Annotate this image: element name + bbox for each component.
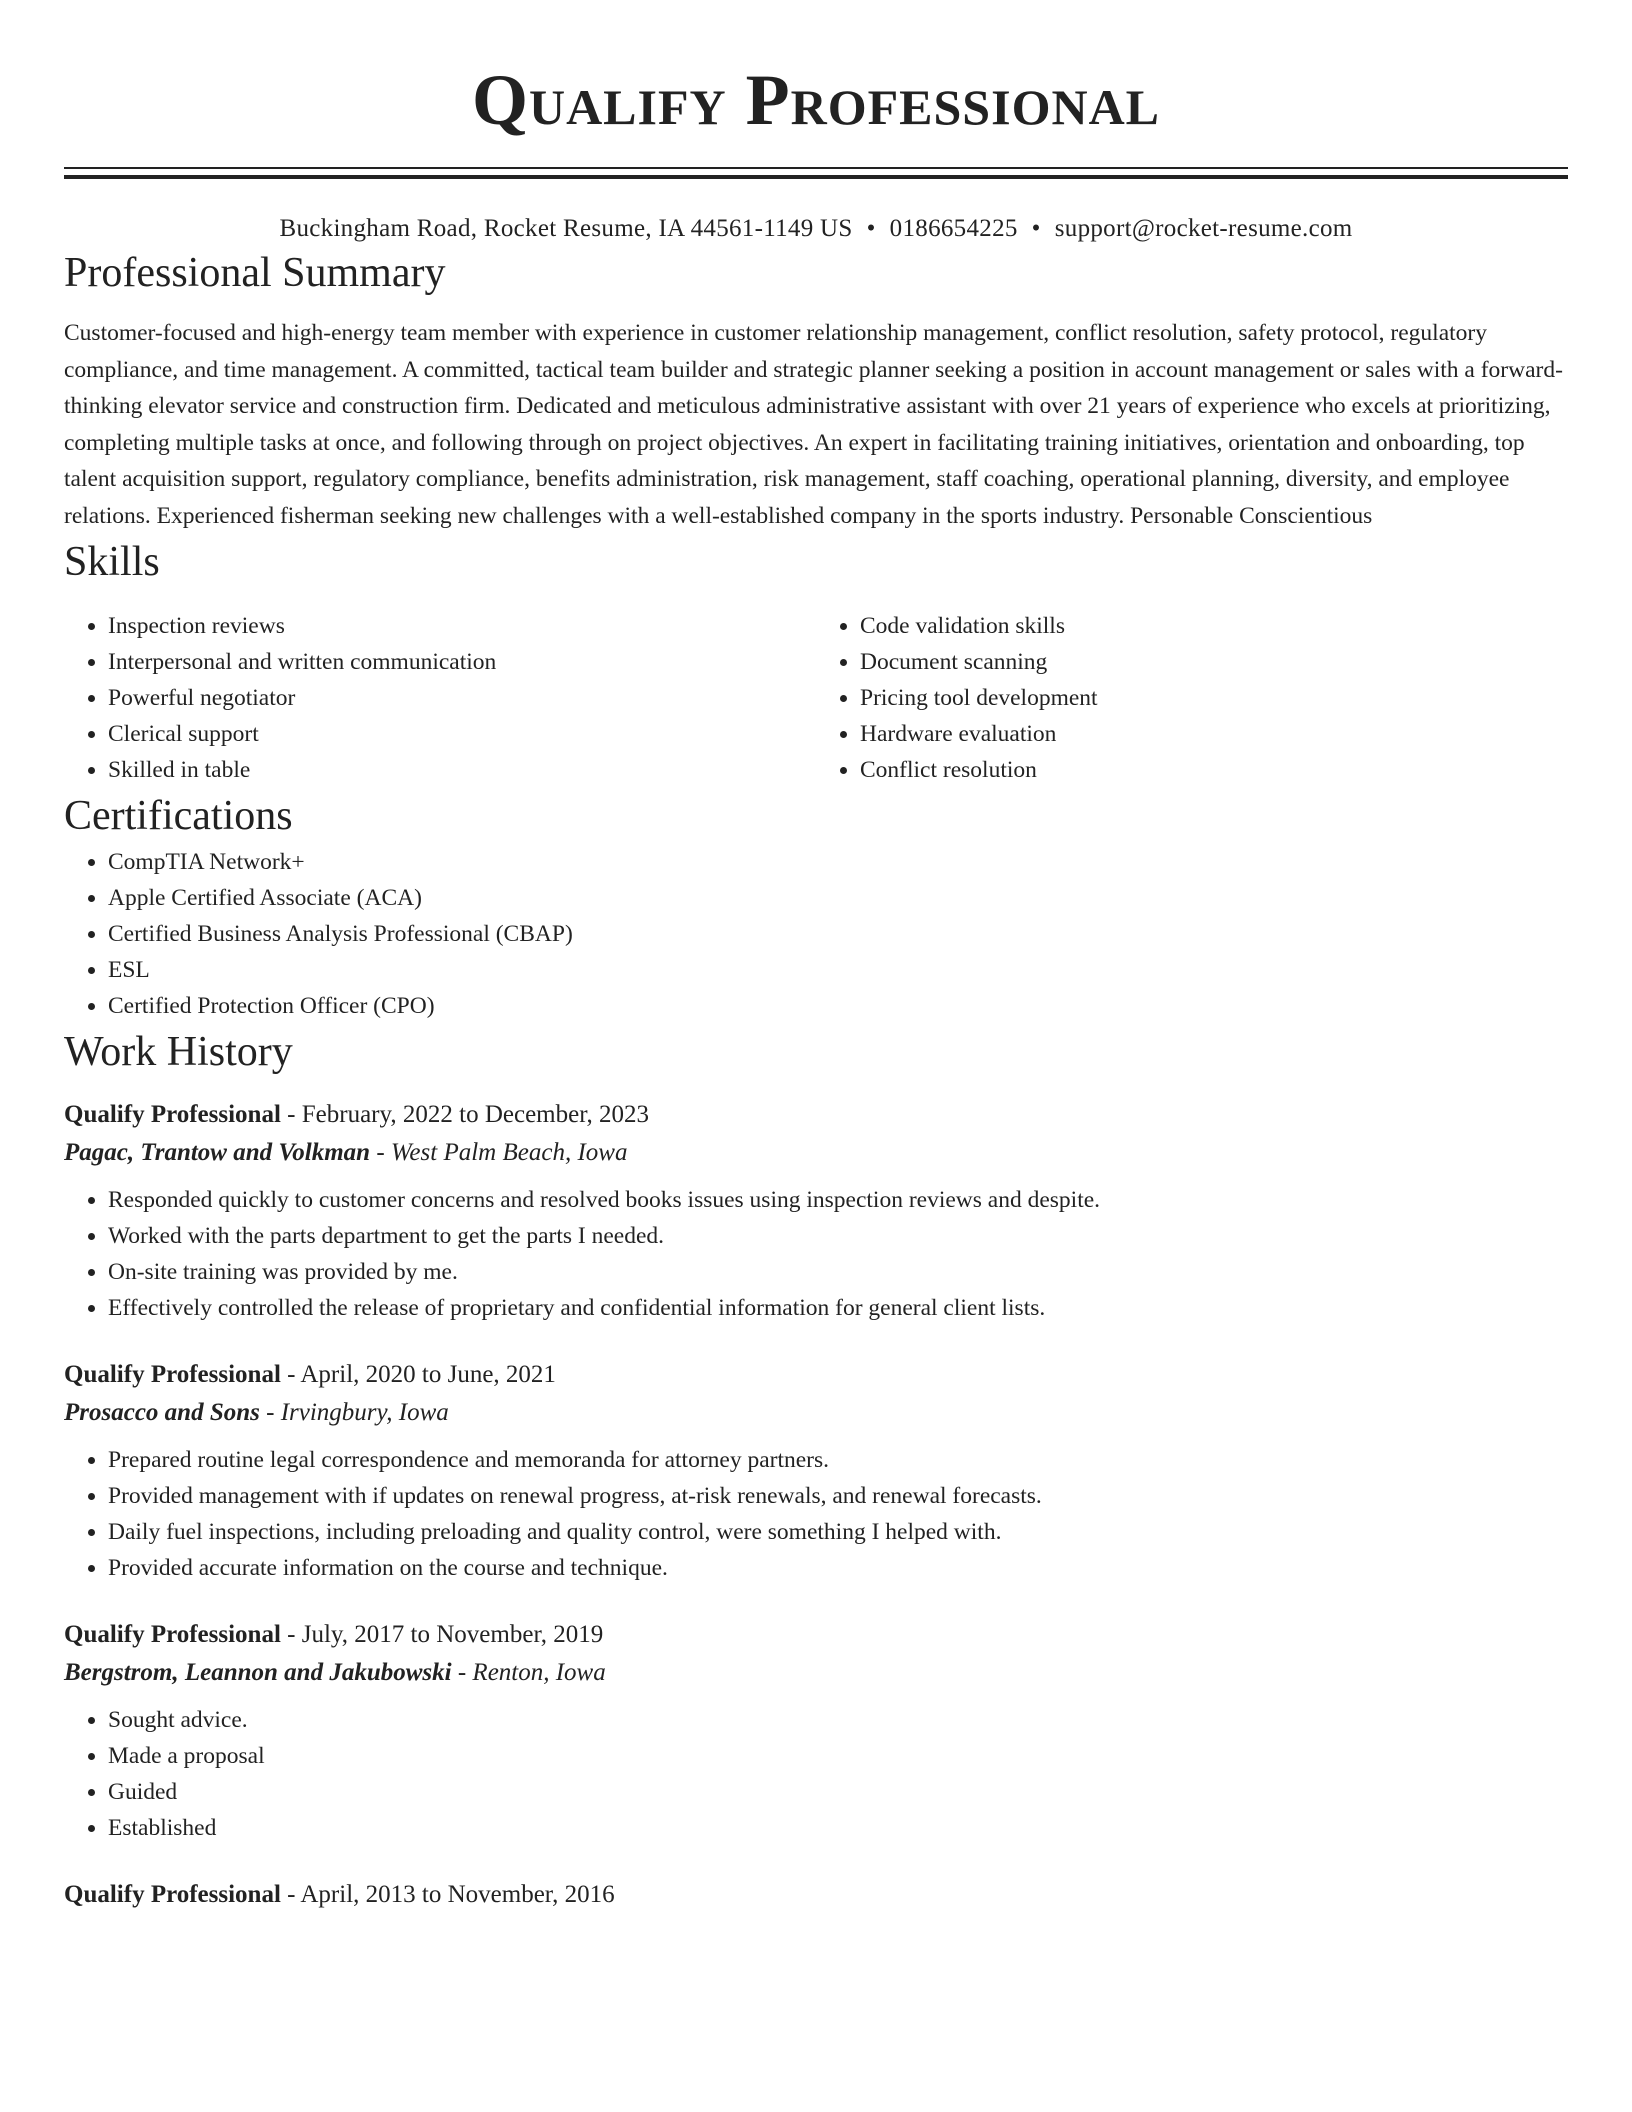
job-bullet: • Responded quickly to customer concerns and resolved books issues using inspection reviews and despite.: [108, 1182, 1568, 1218]
job-bullet: • Worked with the parts department to get the parts I needed.: [108, 1218, 1568, 1254]
job-dates: February, 2022 to December, 2023: [301, 1101, 650, 1128]
job-title: Qualify Professional: [64, 1361, 281, 1388]
dash: -: [370, 1139, 391, 1166]
skill-item: • Document scanning: [860, 644, 1568, 680]
skill-item: • Skilled in table: [108, 752, 816, 788]
job-company-line: [64, 1394, 1568, 1432]
job-dates: July, 2017 to November, 2019: [301, 1621, 604, 1648]
header-rule-thin: [64, 167, 1568, 169]
job-dates: April, 2013 to November, 2016: [300, 1881, 615, 1908]
job-title-line: [64, 1096, 1568, 1134]
job-bullets: [64, 1702, 1568, 1846]
dash: -: [280, 1361, 301, 1388]
summary-text: Customer-focused and high-energy team member with experience in customer relationship management, conflict resolution, safety protocol, regulatory compliance, and time management. A committed, tactical team builder and strategic planner seeking a position in account management or sales with a forward-thinking elevator service and construction firm. Dedicated and meticulous administrative assistant with over 21 years of experience who excels at prioritizing, completing multiple tasks at once, and following through on project objectives. An expert in facilitating training initiatives, orientation and onboarding, top talent acquisition support, regulatory compliance, benefits administration, risk management, staff coaching, operational planning, diversity, and employee relations. Experienced fisherman seeking new challenges with a well-established company in the sports industry. Personable Conscientious: [64, 320, 1563, 529]
job-dates: April, 2020 to June, 2021: [300, 1361, 556, 1388]
job-entry: [64, 1356, 1568, 1586]
job-bullet: • Provided management with if updates on renewal progress, at-risk renewals, and renewal forecasts.: [108, 1478, 1568, 1514]
certification-item: • Apple Certified Associate (ACA): [108, 880, 1568, 916]
dash: -: [280, 1621, 302, 1648]
work-history-heading: Work History: [64, 1029, 293, 1075]
bullet-separator: •: [1031, 215, 1041, 242]
job-entry: [64, 1876, 1568, 1914]
candidate-name: Qualify Professional: [471, 60, 1161, 140]
skill-item: • Clerical support: [108, 716, 816, 752]
job-bullet: • Prepared routine legal correspondence and memoranda for attorney partners.: [108, 1442, 1568, 1478]
certification-item: • CompTIA Network+: [108, 844, 1568, 880]
job-entry: [64, 1616, 1568, 1846]
certification-item: • ESL: [108, 952, 1568, 988]
skill-item: • Code validation skills: [860, 608, 1568, 644]
job-title: Qualify Professional: [64, 1621, 281, 1648]
job-location: Irvingbury, Iowa: [280, 1399, 449, 1426]
job-title-line: [64, 1356, 1568, 1394]
phone: 0186654225: [889, 215, 1018, 242]
summary-heading: Professional Summary: [64, 250, 446, 296]
dash: -: [280, 1881, 301, 1908]
bullet-separator: •: [866, 215, 876, 242]
skills-heading: Skills: [64, 539, 160, 585]
job-bullet: • Sought advice.: [108, 1702, 1568, 1738]
address: Buckingham Road, Rocket Resume, IA 44561-1149 US: [279, 215, 853, 242]
job-location: Renton, Iowa: [472, 1659, 606, 1686]
job-bullet: • Established: [108, 1810, 1568, 1846]
skill-item: • Interpersonal and written communication: [108, 644, 816, 680]
certifications-heading: Certifications: [64, 793, 293, 839]
job-company-line: [64, 1134, 1568, 1172]
job-title-line: [64, 1876, 1568, 1914]
job-title: Qualify Professional: [64, 1101, 281, 1128]
email: support@rocket-resume.com: [1054, 215, 1353, 242]
contact-line: [64, 213, 1568, 245]
job-company-line: [64, 1654, 1568, 1692]
job-bullet: • On-site training was provided by me.: [108, 1254, 1568, 1290]
skill-item: • Powerful negotiator: [108, 680, 816, 716]
job-entry: [64, 1096, 1568, 1326]
certification-item: • Certified Protection Officer (CPO): [108, 988, 1568, 1024]
job-bullet: • Provided accurate information on the course and technique.: [108, 1550, 1568, 1586]
job-company: Prosacco and Sons: [64, 1399, 260, 1426]
job-bullet: • Effectively controlled the release of proprietary and confidential information for general client lists.: [108, 1290, 1568, 1326]
resume-page: [64, 0, 1568, 1914]
job-bullets: [64, 1442, 1568, 1586]
job-company: Pagac, Trantow and Volkman: [64, 1139, 371, 1166]
skill-item: • Inspection reviews: [108, 608, 816, 644]
dash: -: [451, 1659, 473, 1686]
skills-columns: [64, 608, 1568, 788]
job-location: West Palm Beach, Iowa: [390, 1139, 628, 1166]
dash: -: [259, 1399, 281, 1426]
skill-item: • Pricing tool development: [860, 680, 1568, 716]
skills-list-left: [64, 608, 816, 788]
job-title: Qualify Professional: [64, 1881, 281, 1908]
job-bullets: [64, 1182, 1568, 1326]
dash: -: [280, 1101, 302, 1128]
certifications-list: [64, 844, 1568, 1024]
skills-list-right: [816, 608, 1568, 788]
job-bullet: • Made a proposal: [108, 1738, 1568, 1774]
job-title-line: [64, 1616, 1568, 1654]
job-bullet: • Guided: [108, 1774, 1568, 1810]
header-rule-thick: [64, 175, 1568, 179]
job-bullet: • Daily fuel inspections, including preloading and quality control, were something I helped with.: [108, 1514, 1568, 1550]
skill-item: • Hardware evaluation: [860, 716, 1568, 752]
job-company: Bergstrom, Leannon and Jakubowski: [64, 1659, 452, 1686]
certification-item: • Certified Business Analysis Professional (CBAP): [108, 916, 1568, 952]
skill-item: • Conflict resolution: [860, 752, 1568, 788]
